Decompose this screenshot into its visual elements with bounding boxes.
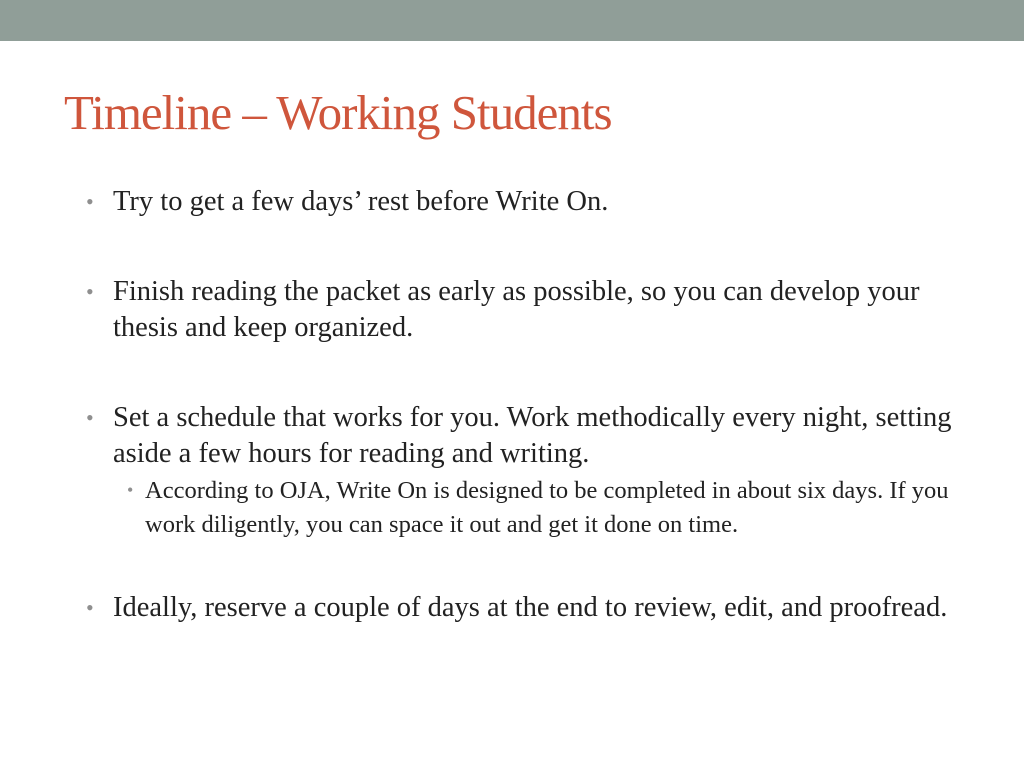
bullet-list (86, 184, 986, 626)
bullet-text: Ideally, reserve a couple of days at the end to review, edit, and proofread. (113, 592, 948, 623)
bullet-item (86, 184, 986, 220)
sub-bullet-dot-icon: • (127, 480, 134, 500)
bullet-item (86, 400, 986, 542)
sub-bullet-list (113, 474, 986, 542)
bullet-item (86, 274, 986, 346)
slide-title: Timeline – Working Students (64, 85, 612, 140)
top-accent-bar (0, 0, 1024, 41)
bullet-text: Try to get a few days’ rest before Write On. (113, 186, 609, 217)
bullet-dot-icon: • (86, 279, 94, 304)
bullet-item (86, 590, 986, 626)
sub-bullet-item (113, 474, 986, 542)
bullet-dot-icon: • (86, 405, 94, 430)
sub-bullet-text: According to OJA, Write On is designed to be completed in about six days. If you work diligently, you can space it out and get it done on time. (145, 477, 949, 538)
bullet-dot-icon: • (86, 189, 94, 214)
bullet-dot-icon: • (86, 595, 94, 620)
bullet-text: Finish reading the packet as early as possible, so you can develop your thesis and keep organized. (113, 276, 920, 343)
bullet-text: Set a schedule that works for you. Work methodically every night, setting aside a few hours for reading and writing. (113, 402, 952, 469)
